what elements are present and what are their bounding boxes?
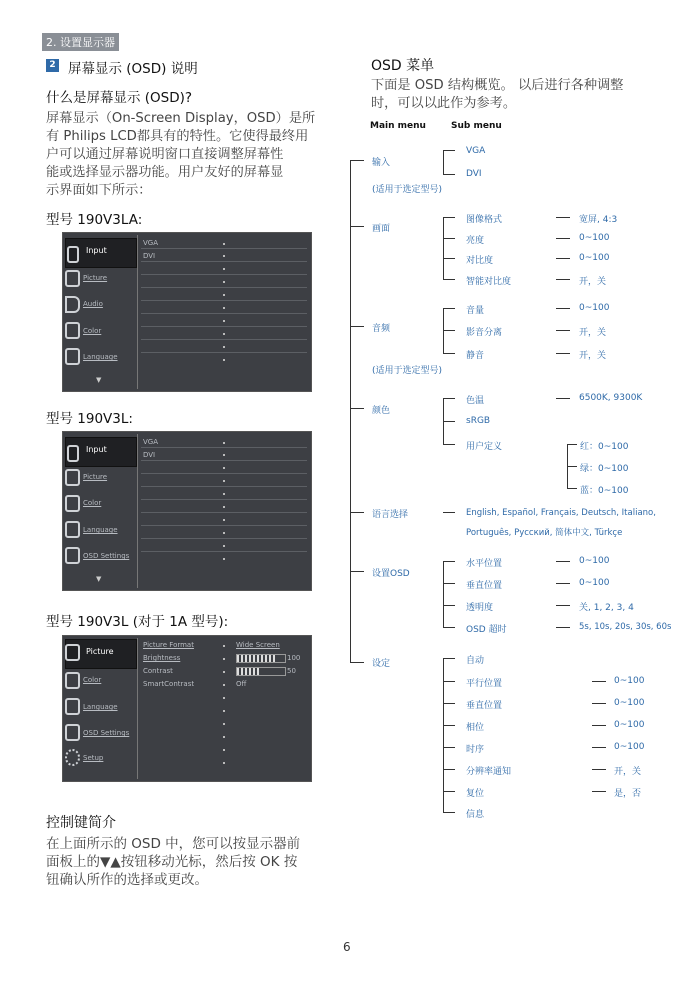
osd-menu-item: Language (83, 353, 118, 361)
osd-menu-title: OSD 菜单 (371, 58, 435, 74)
contrast-fill (237, 668, 261, 675)
osd-menu-item: Language (83, 526, 118, 534)
osd-menu-item: Language (83, 703, 118, 711)
osd-menu-item: OSD Settings (83, 729, 130, 737)
picture-icon (65, 644, 80, 661)
osd-menu-item: Audio (83, 300, 103, 308)
osd-menu-paragraph: 下面是 OSD 结构概览。 以后进行各种调整 时，可以以此作为参考。 (371, 78, 624, 111)
sub-vga: VGA (466, 146, 486, 156)
menu-setup: 设定 (372, 659, 391, 669)
sub-dvi: DVI (466, 169, 482, 179)
page-number: 6 (343, 940, 351, 954)
osd-menu-item: OSD Settings (83, 552, 130, 560)
language-icon (65, 521, 80, 538)
osd-menu-item: Color (83, 676, 102, 684)
controls-paragraph: 在上面所示的 OSD 中，您可以按显示器前 面板上的▼▲按钮移动光标，然后按 OK 按 钮确认所作的选择或更改。 (46, 836, 301, 888)
menu-color: 颜色 (372, 406, 391, 416)
color-icon (65, 322, 80, 339)
osd-screenshot-190v3l: Input Picture Color Language OSD Settings ▼ VGA DVI (62, 431, 312, 591)
osd-settings-icon (65, 724, 80, 741)
scroll-down-icon: ▼ (96, 376, 102, 384)
what-is-paragraph: 屏幕显示（On-Screen Display，OSD）是所 有 Philips LCD都具有的特性。它使得最终用 户可以通过屏幕说明窗口直接调整屏幕性 能或选择显示器功能。用户友好的屏幕显 示界面如下所示： (46, 111, 316, 198)
input-icon (67, 445, 79, 462)
language-icon (65, 698, 80, 715)
section-title: 屏幕显示 (OSD) 说明 (68, 61, 198, 77)
menu-language: 语言选择 (372, 510, 409, 520)
scroll-down-icon: ▼ (96, 575, 102, 583)
gear-icon (65, 749, 80, 766)
osd-menu-item: Picture (83, 473, 108, 481)
input-icon (67, 246, 79, 263)
menu-audio: 音频 (372, 324, 391, 334)
model-title: 型号 190V3LA: (46, 212, 143, 228)
sub-menu-header: Sub menu (451, 121, 502, 131)
picture-icon (65, 270, 80, 287)
menu-picture: 画面 (372, 224, 391, 234)
osd-menu-item: Color (83, 327, 102, 335)
brightness-bar (236, 654, 286, 663)
section-number: 2 (46, 59, 59, 72)
osd-settings-icon (65, 547, 80, 564)
osd-screenshot-190v3l-1a: Picture Color Language OSD Settings Setup Picture Format Wide Screen Brightness 100 Contrast 50 SmartContrast Off (62, 635, 312, 782)
brightness-fill (237, 655, 275, 662)
audio-icon (65, 296, 80, 313)
model-title: 型号 190V3L: (46, 411, 133, 427)
input-note: (适用于选定型号) (372, 185, 443, 195)
color-icon (65, 495, 80, 512)
audio-note: (适用于选定型号) (372, 366, 443, 376)
osd-menu-item: Picture (83, 274, 108, 282)
what-is-title: 什么是屏幕显示 (OSD)? (46, 90, 193, 106)
controls-title: 控制键简介 (46, 815, 116, 831)
osd-selected-item: Input (65, 238, 137, 268)
menu-input: 输入 (372, 158, 391, 168)
main-menu-header: Main menu (370, 121, 426, 131)
language-icon (65, 348, 80, 365)
menu-osd-settings: 设置OSD (372, 569, 410, 579)
model-title: 型号 190V3L (对于 1A 型号): (46, 614, 229, 630)
color-icon (65, 672, 80, 689)
osd-screenshot-190v3la: Input Picture Audio Color Language ▼ VGA DVI (62, 232, 312, 392)
picture-icon (65, 469, 80, 486)
contrast-bar (236, 667, 286, 676)
osd-selected-item: Picture (65, 639, 137, 669)
osd-menu-item: Setup (83, 754, 104, 762)
chapter-heading: 2. 设置显示器 (42, 33, 119, 51)
osd-menu-item: Color (83, 499, 102, 507)
osd-selected-item: Input (65, 437, 137, 467)
